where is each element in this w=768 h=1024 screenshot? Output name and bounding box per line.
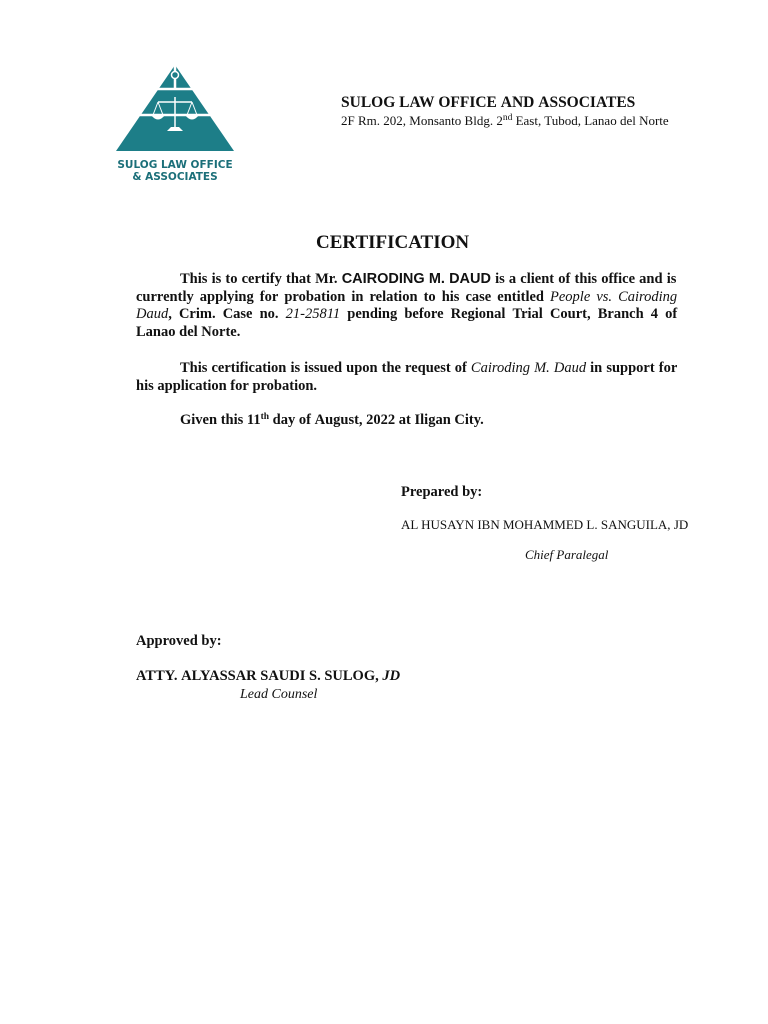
logo-text-line1: SULOG LAW OFFICE xyxy=(117,159,233,171)
request-paragraph: his application for probation. xyxy=(136,377,318,394)
approved-by-label: Approved by: xyxy=(136,633,222,649)
document-title: CERTIFICATION xyxy=(316,232,470,253)
logo-text-line2: & ASSOCIATES xyxy=(132,171,218,183)
prepared-by-label: Prepared by: xyxy=(401,484,483,500)
preparer-position: Chief Paralegal xyxy=(525,547,609,562)
request-paragraph: This certification is issued upon the request of Cairoding M. Daud in support for xyxy=(180,360,678,376)
firm-address: 2F Rm. 202, Monsanto Bldg. 2nd East, Tubod, Lanao del Norte xyxy=(341,113,669,128)
certification-paragraph: This is to certify that Mr. CAIRODING M. DAUD is a client of this office and is xyxy=(180,271,677,287)
approver-position: Lead Counsel xyxy=(240,687,318,702)
certification-paragraph: currently applying for probation in relation to his case entitled People vs. Cairoding xyxy=(136,288,678,305)
approver-name: ATTY. ALYASSAR SAUDI S. SULOG, JD xyxy=(136,668,401,684)
certification-paragraph: Daud, Crim. Case no. 21-25811 pending before Regional Trial Court, Branch 4 of xyxy=(136,306,678,322)
certification-paragraph: Lanao del Norte. xyxy=(136,323,241,340)
firm-name: SULOG LAW OFFICE AND ASSOCIATES xyxy=(341,94,636,111)
preparer-name: AL HUSAYN IBN MOHAMMED L. SANGUILA, JD xyxy=(401,517,689,532)
given-date-paragraph: Given this 11th day of August, 2022 at Iligan City. xyxy=(180,412,484,428)
